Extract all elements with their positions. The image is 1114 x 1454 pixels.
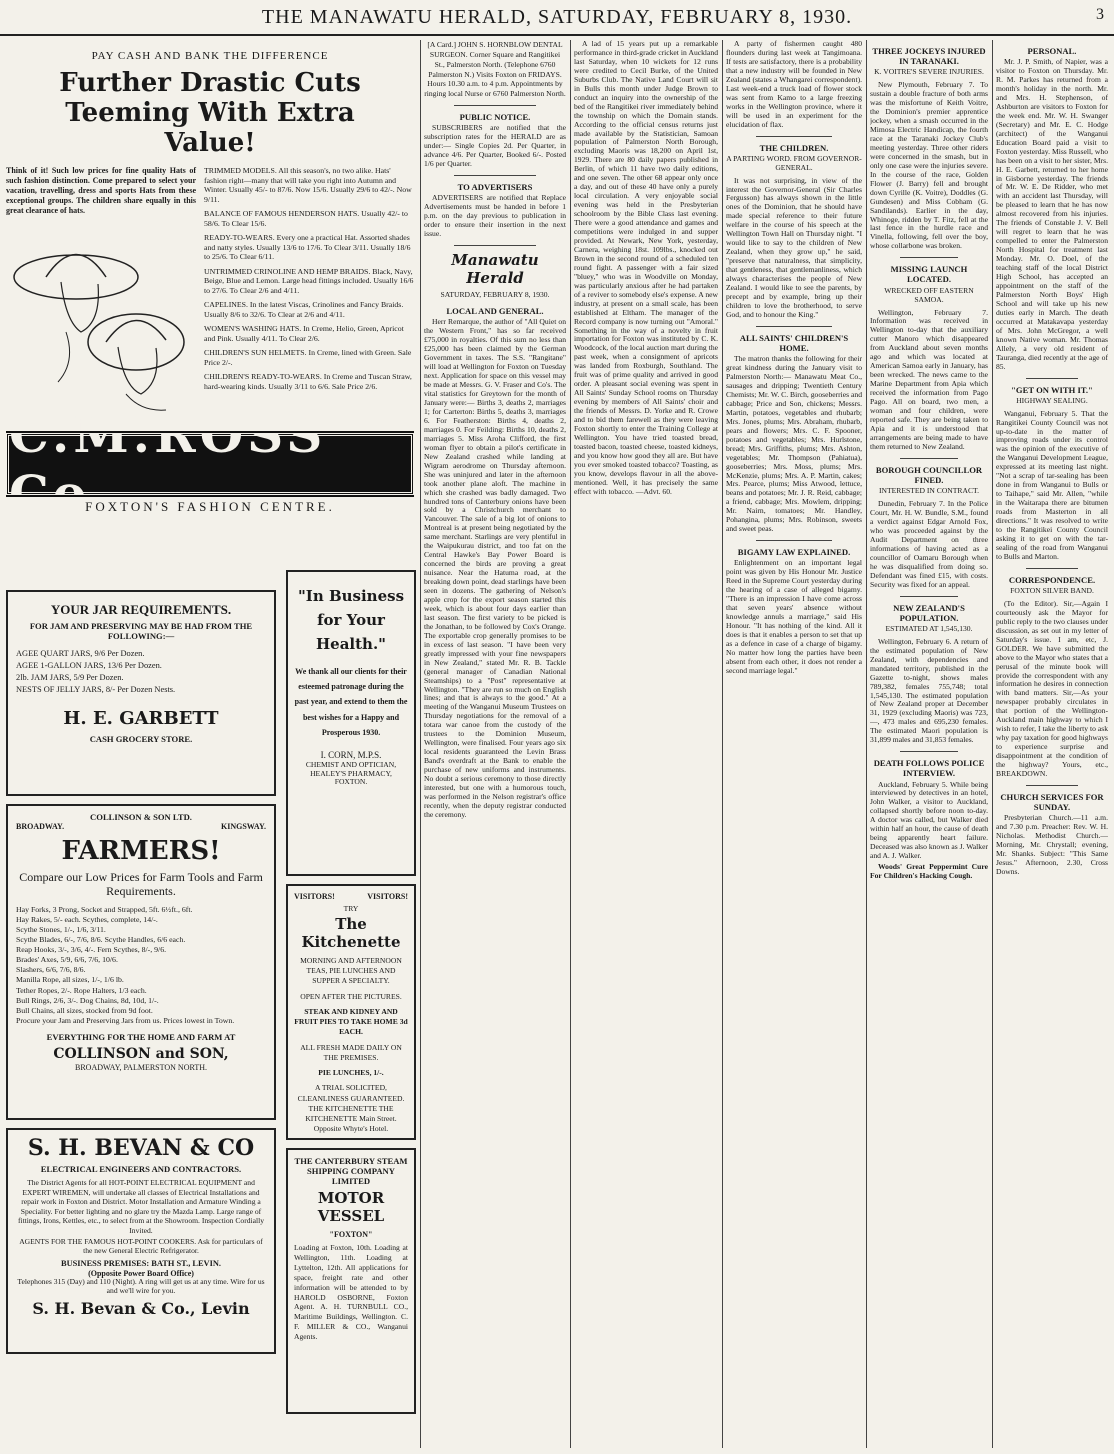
- page-number: 3: [1096, 6, 1104, 23]
- collinson-name: COLLINSON and SON,: [53, 1046, 229, 1063]
- bevan-body: The District Agents for all HOT-POINT ELECTRICAL EQUIPMENT and EXPERT WIREMEN, will undertake all classes of Electrical Installations and repair work in Foxton and District. Motor Installation and Armature Winding a Speciality. For better lighting and no glare try the Mazda Lamp. Large range of fittings, Irons, Kettles, etc., to select from at the Showroom. Inspection Cordially Invited.: [17, 1178, 265, 1235]
- get-on-sub: HIGHWAY SEALING.: [1016, 395, 1088, 405]
- collinson-advertisement: [6, 804, 276, 1120]
- ross-item-list: [204, 166, 414, 391]
- ross-item: CAPELINES. In the latest Viscas, Crinolines and Fancy Braids. Usually 8/6 to 32/6. To Clear at 2/6 and 4/11.: [204, 300, 404, 319]
- bevan-phone: Telephones 315 (Day) and 110 (Night). A ring will get us at any time. Wire for us and we'll wire for you.: [17, 1277, 265, 1296]
- kitchenette-line: OPEN AFTER THE PICTURES.: [300, 991, 402, 1001]
- garbett-name: H. E. GARBETT: [63, 708, 219, 730]
- collinson-item: Slashers, 6/6, 7/6, 8/6.: [16, 965, 86, 975]
- kitchenette-right: VISITORS!: [367, 892, 408, 901]
- collinson-tail: EVERYTHING FOR THE HOME AND FARM AT: [46, 1032, 236, 1043]
- column-rule: [570, 40, 571, 1448]
- collinson-item: Procure your Jam and Preserving Jars from us. Prices lowest in Town.: [16, 1015, 235, 1025]
- church-heading: CHURCH SERVICES FOR SUNDAY.: [1000, 791, 1104, 813]
- jockeys-text: New Plymouth, February 7. To sustain a double fracture of both arms was the misfortune of Keith Voitre, the Dominion's premier apprentice jockey, when a smash occurred in the Mimosa Electric Handicap, the fourth race at the Taranaki Jockey Club's meeting yesterday. Three other riders were concerned in the smash, but in only one case were the injuries severe. In the course of the race, Golden Flower (J. Barry) fell and brought down Cyrille (K. Voitre), Doddles (G. Gundesen) and Miss Cobham (G. Sandilands). Earlier in the day, Whinoge, ridden by T. Fitz, fell at the last fence in the hurdle race and Vinella, following, fell over the boy, whose collarbone was broken.: [870, 80, 988, 251]
- ross-tagline: FOXTON'S FASHION CENTRE.: [85, 499, 335, 514]
- get-on-heading: "GET ON WITH IT.": [1011, 384, 1093, 395]
- collinson-addr: BROADWAY, PALMERSTON NORTH.: [75, 1062, 207, 1072]
- masthead: Manawatu Herald: [451, 250, 539, 287]
- ross-intro: Think of it! Such low prices for fine quality Hats of such fashion distinction. Come prepared to select your vacation, travelling, dress and sports Hats from these exceptional groups. The children share equally in this great clearance of hats.: [6, 166, 196, 215]
- kitchenette-line: MORNING AND AFTERNOON TEAS, PIE LUNCHES AND SUPPER A SPECIALTY.: [300, 955, 402, 986]
- collinson-headline: FARMERS!: [61, 835, 221, 866]
- collinson-sub: Compare our Low Prices for Farm Tools and Farm Requirements.: [19, 870, 263, 899]
- collinson-item: Bull Chains, all sizes, stocked from 9d foot.: [16, 1005, 153, 1015]
- local-heading: LOCAL AND GENERAL.: [446, 306, 544, 317]
- population-heading: NEW ZEALAND'S POPULATION.: [893, 602, 965, 623]
- population-sub: ESTIMATED AT 1,545,130.: [885, 623, 973, 633]
- get-on-text: Wanganui, February 5. That the Rangitikei County Council was not up-to-date in the matter of improving roads under its control was the opinion of the executive of the Wanganui Development League, expressed at its meeting last night. "Not a scrap of tar-sealing has been done in from Wanganui to Bulls or to Taihape," said Mr. Allen, "while in the Waitarapa there are bitumen roads from Masterton in all directions." It was resolved to write to the Rangitikei County Council asking it to get on with the tar-sealing of the road from Wanganui to Bulls and Marton.: [996, 408, 1108, 561]
- ross-banner: PAY CASH AND BANK THE DIFFERENCE: [91, 50, 329, 62]
- collinson-item: Scythe Stones, 1/-, 1/6, 3/11.: [16, 924, 106, 934]
- collinson-top: COLLINSON & SON LTD.: [90, 812, 192, 822]
- notice-heading: PUBLIC NOTICE.: [459, 112, 531, 123]
- personal-text: Mr. J. P. Smith, of Napier, was a visitor to Foxton on Thursday. Mr. R. M. Parkes has returned from a month's holiday in the north. Mr. and Mrs. H. Stephenson, of Ashburton are visitors to Foxton for the week end. Mr. W. H. Swanger (Secretary) and Mr. E. C. Hodge (architect) of the Wanganui Education Board paid a visit to Foxton yesterday. Miss Russell, who has been on a visit to her sister, Mrs. H. E. Garbett, returned to her home in Gisborne yesterday. The friends of Mr. W. E. De Ridder, who met with an accident last Thursday, will be pleased to learn that he has now almost recovered from his injuries. The friends of Constable J. V. Bell will regret to learn that he was compelled to enter the Palmerston North Hospital for treatment last Monday. Mr. O. Doel, of the teaching staff of the local District High School, has accepted an appointment on the staff of the Palmerston North Boys' High School and will take up his new duties early in March. The death occurred at Matakavapa yesterday of Mrs. John McGregor, a well known Native woman. Mr. Thomas Allely, a very old resident of Tauranga, died recently at the age of 85.: [996, 57, 1108, 371]
- bigamy-heading: BIGAMY LAW EXPLAINED.: [737, 547, 851, 558]
- collinson-left: BROADWAY.: [16, 822, 65, 832]
- column-rule: [866, 40, 867, 1448]
- bevan-advertisement: [6, 1128, 276, 1354]
- ross-item: TRIMMED MODELS. All this season's, no two alike. Hats' fashion right—many that will take you right into Autumn and Winter. Usually 45/- to 87/6. Now 15/6. Usually 29/6 to 42/-. Now 9/11.: [204, 166, 412, 204]
- jockeys-sub: K. VOITRE'S SEVERE INJURIES.: [874, 67, 984, 77]
- column-6: [870, 40, 988, 1448]
- kitchenette-try: TRY: [343, 904, 359, 914]
- collinson-item: Manilla Rope, all sizes, 1/-, 1/6 lb.: [16, 975, 124, 985]
- column-7: [996, 40, 1108, 1448]
- bevan-premises: BUSINESS PREMISES: BATH ST., LEVIN.: [60, 1258, 222, 1268]
- correspondence-heading: CORRESPONDENCE.: [1008, 574, 1096, 585]
- garbett-title: YOUR JAR REQUIREMENTS.: [50, 602, 232, 617]
- fined-sub: INTERESTED IN CONTRACT.: [878, 486, 980, 496]
- collinson-item: Hay Rakes, 5/- each. Scythes, complete, 14/-.: [16, 914, 158, 924]
- column-4: [574, 40, 718, 1448]
- masthead-date: SATURDAY, FEBRUARY 8, 1930.: [440, 290, 550, 300]
- advertisers-text: ADVERTISERS are notified that Replace Advertisements must be handed in before 1 p.m. on the day previous to publication in order to ensure their insertion in the next issue.: [424, 193, 566, 239]
- children-sub: A PARTING WORD. FROM GOVERNOR-GENERAL.: [726, 153, 862, 172]
- ross-item: READY-TO-WEARS. Every one a practical Hat. Assorted shades and natty styles. Usually 13/6 to 17/6. To Clear 3/11. Usually 18/6 to 25/6. To Clear 6/11.: [204, 233, 411, 261]
- children-heading: THE CHILDREN.: [759, 142, 829, 153]
- hats-illustration: [6, 222, 196, 422]
- garbett-line: AGEE QUART JARS, 9/6 Per Dozen.: [16, 648, 145, 658]
- kitchenette-name: The Kitchenette: [301, 915, 401, 952]
- column-1: [6, 590, 276, 1448]
- bevan-name: S. H. BEVAN & CO: [27, 1135, 255, 1161]
- jockeys-heading: THREE JOCKEYS INJURED IN TARANAKI.: [872, 46, 986, 67]
- bigamy-text: Enlightenment on an important legal point was given by His Honour Mr. Justice Reed in the Supreme Court yesterday during the hearing of a case of alleged bigamy. "There is an impression I have come across that seven years' absence without knowledge annuls a marriage," said His Honour. "It has nothing of the kind. All it does is that it enables a person to set that up as a defence in case of a charge of bigamy. No matter how long the parties have been absent from each other, it does not render a second marriage legal.": [726, 558, 862, 675]
- population-text: Wellington, February 6. A return of the estimated population of New Zealand, with dependencies and mandated territory, published in the Gazette to-night, shows males 789,382, females 755,748; total 1,545,130. The estimated population of New Zealand proper at December 31, 1929 (excluding Maoris) was 723,—, 473 males and 695,230 females. The estimated Maori population is 31,899 males and 31,853 females.: [870, 636, 988, 745]
- ross-item: BALANCE OF FAMOUS HENDERSON HATS. Usually 42/- to 58/6. To Clear 15/6.: [204, 209, 408, 228]
- launch-text: Wellington, February 7. Information was received in Wellington to-day that the auxiliary cutter Manoro which disappeared from Auckland about seven months ago and which was located at American Samoa early in January, has been wrecked. The news came to the Marine Department from Apia which received the information from Pago Pago. All on board, two men, a woman and four children, were reported safe. They are being taken to Apia and it is understood that arrangements are being made to have them returned to New Zealand.: [870, 307, 988, 451]
- fined-text: Dunedin, February 7. In the Police Court, Mr. H. W. Bundle, S.M., found a verdict against Edgar Arnold Fox, who was proceeded against by the Audit Department on three informations of having acted as a councillor of Oamaru Borough when he was disqualified from doing so. Defendant was fined £15, with costs. Security was fixed for an appeal.: [870, 499, 988, 589]
- column-rule: [722, 40, 723, 1448]
- advertisers-heading: TO ADVERTISERS: [457, 182, 533, 193]
- collinson-item: Brades' Axes, 5/9, 6/6, 7/6, 10/6.: [16, 955, 118, 965]
- kitchenette-line: A TRIAL SOLICITED, CLEANLINESS GUARANTEED. THE KITCHENETTE THE KITCHENETTE Main Street. Opposite Whyte's Hotel.: [297, 1083, 405, 1134]
- collinson-item: Tether Ropes, 2/-. Rope Halters, 1/3 each.: [16, 985, 147, 995]
- corn-quote: "In Business for Your Health.": [297, 587, 405, 653]
- saints-heading: ALL SAINTS' CHILDREN'S HOME.: [739, 332, 849, 353]
- ross-item: CHILDREN'S READY-TO-WEARS. In Creme and Tuscan Straw, hard-wearing kinds. Usually 3/11 to 6/6. Sale Price 2/6.: [204, 372, 412, 391]
- bevan-footer: S. H. Bevan & Co., Levin: [32, 1299, 250, 1319]
- kitchenette-line: STEAK AND KIDNEY AND FRUIT PIES TO TAKE HOME 3d EACH.: [294, 1006, 408, 1037]
- garbett-line: NESTS OF JELLY JARS, 8/- Per Dozen Nests.: [16, 685, 176, 695]
- ross-logo: C.M.ROSS Co: [6, 433, 414, 495]
- launch-heading: MISSING LAUNCH LOCATED.: [890, 264, 968, 285]
- peppermint-advt: Woods' Great Peppermint Cure For Children's Hacking Cough.: [870, 862, 988, 881]
- correspondence-text: (To the Editor). Sir,—Again I courteously ask the Mayor for public reply to the two clauses under discussion, as set out in my letter of Saturday's issue. I am, etc, J. GOLDER. We have submitted the above to the Mayor who states that a perusal of the minute book will provide the correspondent with any information he desires in connection with band matters. Sir,—As your newspaper probably circulates in that portion of the Wellington-Auckland main highway to which I wish to refer, I take the liberty to ask why pay taxation for good highways to experience surprise and disappointment at the condition of the highway? Yours, etc., BREAKDOWN.: [996, 598, 1108, 778]
- corn-advertisement: [286, 570, 416, 876]
- children-text: It was not surprising, in view of the interest the Governor-General (Sir Charles Fergusson) has always shown in the little ones of the Dominion, that he should have made special reference to their future welfare in the course of his speech at the Wellington Town Hall on Thursday night. "I would like to say to the children of New Zealand, when they grow up," he said, "preserve that naturalness, that simplicity, that gentleness, that gentlemanliness, which always characterises the people of New Zealand. I would like to see the parents, by precept and by example, bring up their children to love the brotherhood, to serve God, and to honour the King.": [726, 175, 862, 319]
- bevan-office: (Opposite Power Board Office): [88, 1268, 194, 1278]
- steam-advertisement: [286, 1148, 416, 1414]
- personal-heading: PERSONAL.: [1027, 46, 1077, 56]
- garbett-advertisement: [6, 590, 276, 796]
- hornblow-card: [A Card.] JOHN S. HORNBLOW DENTAL SURGEON. Corner Square and Rangitikei St., Palmerston North. (Telephone 6760 Palmerston N.) Visits Foxton on FRIDAYS. Hours 10.30 a.m. to 4 p.m. Appointments by ringing local Nurse or 6760 Palmerston North.: [424, 40, 566, 99]
- launch-sub: WRECKED OFF EASTERN SAMOA.: [884, 285, 974, 304]
- collinson-item: Hay Forks, 3 Prong, Socket and Strapped, 5ft. 6½ft., 6ft.: [16, 904, 193, 914]
- church-text: Presbyterian Church.—11 a.m. and 7.30 p.m. Preacher: Rev. W. H. Nicholas. Methodist Church.— Morning, Mr. Chrystall; evening, Mr. Shanks. Subject: "This Same Jesus." Afternoon, 2.30, Cross Downs.: [996, 813, 1108, 876]
- correspondence-sub: FOXTON SILVER BAND.: [1010, 585, 1094, 595]
- steam-ship: "FOXTON": [329, 1229, 373, 1239]
- ross-item: WOMEN'S WASHING HATS. In Creme, Helio, Green, Apricot and Pink. Usually 4/11. To Clear 2/6.: [204, 324, 404, 343]
- kitchenette-line: PIE LUNCHES, 1/-.: [318, 1068, 384, 1078]
- collinson-item: Bull Rings, 2/6, 3/-. Dog Chains, 8d, 10d, 1/-.: [16, 995, 159, 1005]
- ross-item: CHILDREN'S SUN HELMETS. In Creme, lined with Green. Sale Price 2/-.: [204, 348, 412, 367]
- steam-body: Loading at Foxton, 10th. Loading at Wellington, 11th. Loading at Lyttelton, 12th. All applications for space, freight rate and other information will be attended to by HAROLD OSBORNE, Foxton Agent. A. H. TURNBULL CO., Maritime Buildings, Wellington. C. F. MILLER & CO., Wanganui Agents.: [294, 1243, 408, 1341]
- corn-name: I. CORN, M.P.S.: [320, 749, 382, 760]
- garbett-line: AGEE 1-GALLON JARS, 13/6 Per Dozen.: [16, 660, 162, 670]
- kitchenette-left: VISITORS!: [294, 892, 335, 901]
- page-header: [0, 0, 1114, 36]
- fined-heading: BOROUGH COUNCILLOR FINED.: [875, 464, 983, 485]
- steam-vessel: MOTOR VESSEL: [317, 1189, 385, 1226]
- column-rule: [992, 40, 993, 1448]
- garbett-store: CASH GROCERY STORE.: [89, 733, 193, 744]
- notice-text: SUBSCRIBERS are notified that the subscription rates for the HERALD are as under:— Single Copies 2d. Per Quarter, in advance 4/6. Per Quarter, Booked 6/-. Posted 1/6 per Quarter.: [424, 123, 566, 169]
- bevan-sub: ELECTRICAL ENGINEERS AND CONTRACTORS.: [40, 1163, 242, 1174]
- fishermen-text: A party of fishermen caught 480 flounders during last week at Tangimoana. If tests are satisfactory, there is a probability that a new industry will be founded in New Zealand (states a Whangarei correspondent). Last week-end a truck load of flower stock was sent from Kamo to a large freezing works in the Wellington province, where it will be used in an experiment for the elucidation of flax.: [726, 40, 862, 129]
- kitchenette-line: ALL FRESH MADE DAILY ON THE PREMISES.: [300, 1042, 402, 1062]
- collinson-right: KINGSWAY.: [221, 822, 266, 832]
- newspaper-title: THE MANAWATU HERALD, SATURDAY, FEBRUARY 8, 1930.: [261, 6, 853, 28]
- ross-advertisement: [6, 44, 414, 584]
- column-3: [424, 40, 566, 1448]
- collinson-item: Reap Hooks, 3/-, 3/6, 4/-. Fern Scythes, 8/-, 9/6.: [16, 945, 167, 955]
- ross-item: UNTRIMMED CRINOLINE AND HEMP BRAIDS. Black, Navy, Beige, Blue and Lemon. Large head fittings included. Usually 16/6 to 27/6. To Clear 2/6 and 4/11.: [204, 266, 414, 295]
- local-text: Herr Remarque, the author of "All Quiet on the Western Front," has so far received £75,000 in royalties. Of this sum no less than £25,000 has been claimed by the German Government in taxes. The S.S. "Rangitane" will load at Wellington for Foxton on Tuesday next. Application for space on this vessel may be made at Messrs. G. V. Fraser and Co's. The vital statistics for Greytown for the month of January were:— Births 3, deaths 2, marriages 1; for Carterton: Births 5, deaths 3, marriages 6. For Featherston: Births 4, deaths 2, marriages 0. For Feilding: Births 10, deaths 2, marriages 5. Miss Aroha Clifford, the first woman flyer to obtain a pilot's certificate in New Zealand crashed while landing at Wigram aerodrome on Thursday afternoon. She was uninjured and later in the afternoon took another plane aloft. The machine in which she crashed was badly damaged. Two hundred tons of Canterbury onions have been sold by a Christchurch merchant to Vancouver. The sale of a big lot of onions to Montreal is at present being negotiated by the same merchant. Starlings are very plentiful in the Waipukurau district, and too fat on the Central Hawke's Bay Power Board is concerned the birds are proving a great nuisance. Near the Hatuma road, at the breaking down point, dead starlings have been seen in dozens. The gathering of Nelson's apple crop for the export season started this week, which is about four days earlier than last season. The first variety to be picked is the Jonathan, to be followed by Cox's Orange. The exportable crop generally promises to be in excess of last season. "I have been very greatly impressed with your fine newspapers in New Zealand," stated Mr. R. B. Tackle (general manager of Canadian National Steamships) to a "Post" representative at Wellington. "They are run so much on English lines; and that is always to the good." At a meeting of the Wanganui Museum Trustees on Thursday negotiations for the removal of a totara war canoe from the custody of the trustees to the Dominion Museum, Wellington, were finalised. Four years ago six local residents guaranteed the Levin Brass Band's overdraft at the Bank to enable the purchase of new uniforms and instruments. No doubt a serious ceremony to those directly interested, but one with a humorous touch, was performed in the Nelson registrar's office recently, when the deputy registrar conducted the ceremony.: [424, 317, 566, 819]
- column-2: [286, 570, 416, 1448]
- garbett-sub: FOR JAM AND PRESERVING MAY BE HAD FROM THE FOLLOWING:—: [29, 621, 253, 642]
- column-5: [726, 40, 862, 1448]
- garbett-line: 2lb. JAM JARS, 5/9 Per Dozen.: [16, 672, 124, 682]
- corn-role: CHEMIST AND OPTICIAN, HEALEY'S PHARMACY, FOXTON.: [305, 759, 397, 787]
- collinson-item: Scythe Blades, 6/-, 7/6, 8/6. Scythe Handles, 6/6 each.: [16, 934, 186, 944]
- corn-body: We thank all our clients for their esteemed patronage during the past year, and extend to them the best wishes for a Happy and Prosperous 1930.: [294, 667, 408, 737]
- column-rule: [420, 40, 421, 1448]
- kitchenette-advertisement: [286, 884, 416, 1140]
- steam-company: THE CANTERBURY STEAM SHIPPING COMPANY LIMITED: [294, 1156, 408, 1187]
- death-heading: DEATH FOLLOWS POLICE INTERVIEW.: [873, 758, 985, 779]
- bevan-agents: AGENTS FOR THE FAMOUS HOT-POINT COOKERS. Ask for particulars of the new General Electric Refrigerator.: [19, 1237, 263, 1255]
- column-4-text: A lad of 15 years put up a remarkable performance in third-grade cricket in Auckland last Saturday, when 10 wickets for 12 runs were credited to Cecil Burke, of the United Suburbs Club. The Native Land Court will sit in Bulls this month under Judge Brown to conduct an inquiry into the ownership of the bed of the Rangitikei river immediately behind the township on which the Domain stands. According to the official census returns just made available by the Statistician, Samoan population of Palmerston North Borough, excluding Maoris was 18,200 on April 1st, 1929. There are 80 daily papers published in Berlin, of which 11 have two daily editions, and one seven. The other 68 appear only once a day, and out of these 40 have only a purely local circulation. A very enjoyable social evening was held in the Presbyterian schoolroom by the Bible Class last evening. There were a good attendance and games and competitions were indulged in and supper provided. At Newark, New York, yesterday, Carnera, weighing 18st. 109lbs., knocked out Brown in the second round of a scheduled ten round fight. A passenger with a fair sized "bluey," who was in Woodville on Monday, was particularly anxious after he had partaken of a reviver to somebody else's expense. A new industry, at present on a small scale, has been established at Eltham. The manager of the Record company is now turning out "Amoral." Something in the way of a novelty in fruit importation for Foxton was instituted by C. K. Woodcock, of the local auction mart during the past week, when a consignment of apricots was landed from Roxburgh, Southland. The fruit was of prime quality and arrived in good order. A pleasant social evening was spent in All Saints' Sunday School rooms on Thursday evening by members of All Saints' choir and the friends of Messrs. D. Yorke and R. Crowe and to bid them farewell as they were leaving Foxton shortly to enter the Training College at Wellington. You have tried toasted bread, toasted bacon, toasted cheese, toasted kidneys, and you know how good they all are. But have you ever smoked toasted tobacco? Toasting, as you know, develops flavour in all the above-mentioned. Well, it has precisely the same effect with tobacco. —Advt. 60.: [574, 40, 718, 496]
- death-text: Auckland, February 5. While being interviewed by detectives in an hotel, John Walker, a visitor to Auckland, collapsed shortly before noon to-day. A doctor was called, but Walker died within half an hour, the cause of death being apparently heart failure. Deceased was also known as J. Walker and A. J. Walker.: [870, 779, 988, 861]
- ross-headline: Further Drastic Cuts Teeming With Extra Value!: [59, 68, 361, 158]
- saints-text: The matron thanks the following for their great kindness during the January visit to Palmerston North:— Manawatu Meat Co., sausages and dripping; Twentieth Century Chemists; Mr. W. C. Birch, gooseberries and cabbage; Price and Son, chickens; Messrs. Martin, potatoes, vegetables and rhubarb; Mrs. Jones, plums; Mrs. Abraham, rhubarb, pears and flowers; Mrs. C. F. Spooner, potatoes and vegetables; Mrs. Hurlstone, bread; Mrs. Griffiths, plums; Mrs. Ashton, vegetables; Mr. Thompson (Pahiatua), gooseberries; Mrs. Moss, plums; Mrs. McKenzie, plums; Mrs. A. P. Martin, cakes; Mrs. Pearce, plums; Miss Atwood, lettuce, beans and potatoes; Mr. J. R. Reid, cabbage; a friend, cabbage; Mrs. Mowlem, dripping; Mr. Nairn, tomatoes; Mr. Handley, Pohangina, plums; Mrs. Robinson, sweets and sweet peas.: [726, 354, 862, 534]
